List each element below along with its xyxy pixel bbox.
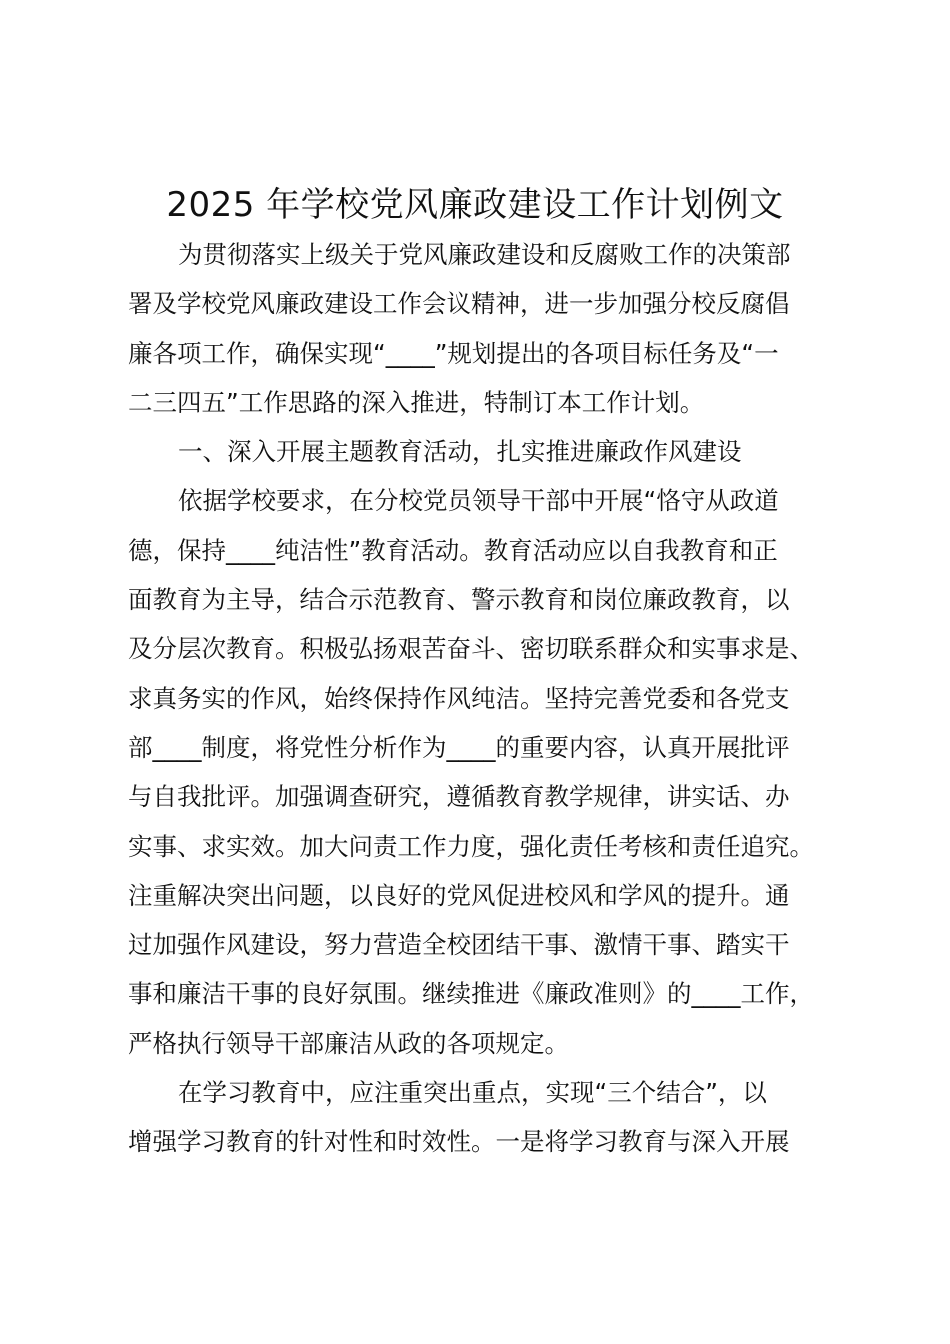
text-line: 在学习教育中，应注重突出重点，实现“三个结合”，以 <box>178 1078 767 1108</box>
text-line: 署及学校党风廉政建设工作会议精神，进一步加强分校反腐倡 <box>128 289 790 319</box>
text-line: 二三四五”工作思路的深入推进，特制订本工作计划。 <box>128 387 705 417</box>
text-line: 面教育为主导，结合示范教育、警示教育和岗位廉政教育，以 <box>128 585 790 615</box>
text-line: 德，保持____纯洁性”教育活动。教育活动应以自我教育和正 <box>128 535 778 565</box>
text-line: 求真务实的作风，始终保持作风纯洁。坚持完善党委和各党支 <box>128 683 790 713</box>
paragraph-section-1 <box>128 476 828 1068</box>
document-title: 2025 年学校党风廉政建设工作计划例文 <box>166 185 784 225</box>
text-line: 过加强作风建设，努力营造全校团结干事、激情干事、踏实干 <box>128 930 790 960</box>
text-line: 实事、求实效。加大问责工作力度，强化责任考核和责任追究。 <box>128 831 814 861</box>
text-line: 部____制度，将党性分析作为____的重要内容，认真开展批评 <box>128 732 790 762</box>
section-heading-text: 一、深入开展主题教育活动，扎实推进廉政作风建设 <box>178 437 742 467</box>
text-line: 为贯彻落实上级关于党风廉政建设和反腐败工作的决策部 <box>178 240 791 269</box>
text-line: 增强学习教育的针对性和时效性。一是将学习教育与深入开展 <box>128 1127 790 1157</box>
text-line: 廉各项工作，确保实现“____”规划提出的各项目标任务及“一 <box>128 338 779 368</box>
text-line: 事和廉洁干事的良好氛围。继续推进《廉政准则》的____工作， <box>128 979 814 1009</box>
text-line: 与自我批评。加强调查研究，遵循教育教学规律，讲实话、办 <box>128 782 790 812</box>
paragraph-intro <box>128 230 828 427</box>
text-line: 及分层次教育。积极弘扬艰苦奋斗、密切联系群众和实事求是、 <box>128 634 814 664</box>
text-line: 依据学校要求，在分校党员领导干部中开展“恪守从政道 <box>178 486 779 516</box>
document-body <box>128 230 828 1167</box>
text-line: 注重解决突出问题，以良好的党风促进校风和学风的提升。通 <box>128 880 790 910</box>
paragraph-study <box>128 1068 828 1167</box>
text-line: 严格执行领导干部廉洁从政的各项规定。 <box>128 1028 569 1058</box>
section-heading <box>128 427 828 476</box>
